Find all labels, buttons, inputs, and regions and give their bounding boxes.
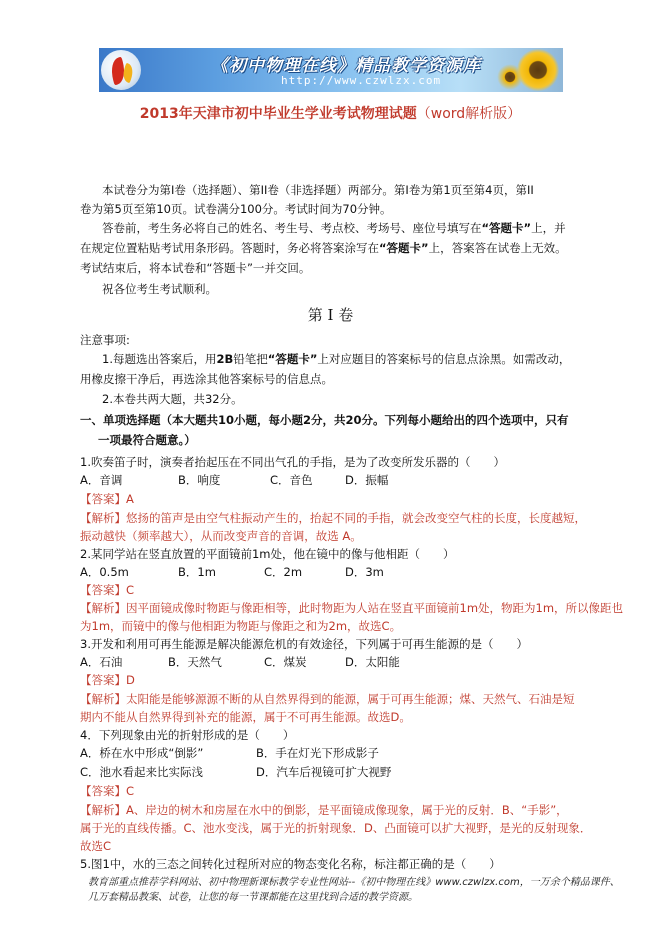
option: A．石油 xyxy=(80,655,123,669)
question-stem: 1.吹奏笛子时，演奏者抬起压在不同出气孔的手指，是为了改变所发乐器的（ ） xyxy=(80,455,505,469)
title-sub: （word解析版） xyxy=(416,106,522,122)
footer-line: 几万套精品教案、试卷，让您的每一节课都能在这里找到合适的教学资源。 xyxy=(88,892,418,903)
site-logo-icon xyxy=(101,50,141,90)
notes-item: 2.本卷共两大题，共32分。 xyxy=(102,392,243,406)
question-stem: 5.图1中，水的三态之间转化过程所对应的物态变化名称，标注都正确的是（ ） xyxy=(80,857,501,871)
option: B．1m xyxy=(178,565,216,579)
section-heading: 一、单项选择题（本大题共10小题，每小题2分，共20分。下列每小题给出的四个选项中，只有 xyxy=(80,413,569,427)
section-heading: 一项最符合题意。） xyxy=(98,433,196,447)
analysis: 【解析】因平面镜成像时物距与像距相等，此时物距为人站在竖直平面镜前1m处，物距为1m，所以像距也 xyxy=(80,601,624,615)
sunflower-icon xyxy=(517,49,559,91)
option: B．响度 xyxy=(178,473,221,487)
option: B．手在灯光下形成影子 xyxy=(256,746,379,760)
question-stem: 4．下列现象由光的折射形成的是（ ） xyxy=(80,728,295,742)
volume-title: 第 I 卷 xyxy=(307,306,354,324)
answer: 【答案】C xyxy=(80,583,135,597)
question-stem: 2.某同学站在竖直放置的平面镜前1m处，他在镜中的像与他相距（ ） xyxy=(80,547,455,561)
option: D．太阳能 xyxy=(345,655,400,669)
option: A．0.5m xyxy=(80,565,129,579)
option: D．3m xyxy=(345,565,384,579)
answer: 【答案】A xyxy=(80,492,134,506)
answer: 【答案】C xyxy=(80,784,135,798)
header-banner xyxy=(99,48,563,92)
analysis: 振动越快（频率越大），从而改变声音的音调，故选 A。 xyxy=(80,529,362,543)
analysis: 【解析】A、岸边的树木和房屋在水中的倒影，是平面镜成像现象，属于光的反射．B、“手影”， xyxy=(80,803,568,817)
intro-line: 答卷前，考生务必将自己的姓名、考生号、考点校、考场号、座位号填写在“答题卡”上，并 xyxy=(102,221,566,235)
analysis: 【解析】悠扬的笛声是由空气柱振动产生的，抬起不同的手指，就会改变空气柱的长度，长度越短， xyxy=(80,511,586,525)
banner-url[interactable]: http://www.czwlzx.com xyxy=(281,74,442,87)
analysis: 期内不能从自然界得到补充的能源，属于不可再生能源。故选D。 xyxy=(80,710,411,724)
option: A．音调 xyxy=(80,473,123,487)
footer-line: 教育部重点推荐学科网站、初中物理新课标教学专业性网站--《初中物理在线》www.czwlzx.com，一万余个精品课件、 xyxy=(88,877,620,888)
option: C．煤炭 xyxy=(264,655,307,669)
option: B．天然气 xyxy=(168,655,222,669)
notes-item: 1.每题选出答案后，用2B铅笔把“答题卡”上对应题目的答案标号的信息点涂黑。如需改动， xyxy=(102,352,571,366)
option: A．桥在水中形成“倒影” xyxy=(80,746,204,760)
analysis: 属于光的直线传播。C、池水变浅，属于光的折射现象．D、凸面镜可以扩大视野，是光的反射现象． xyxy=(80,821,592,835)
analysis: 为1m，而镜中的像与他相距为物距与像距之和为2m，故选C。 xyxy=(80,619,402,633)
notes-item: 用橡皮擦干净后，再选涂其他答案标号的信息点。 xyxy=(80,372,333,386)
option: C．池水看起来比实际浅 xyxy=(80,765,204,779)
option: D．汽车后视镜可扩大视野 xyxy=(256,765,392,779)
analysis: 故选C xyxy=(80,839,112,853)
document-title xyxy=(0,103,661,123)
option: D．振幅 xyxy=(345,473,389,487)
intro-line: 本试卷分为第I卷（选择题）、第II卷（非选择题）两部分。第I卷为第1页至第4页，第II xyxy=(102,183,534,197)
answer: 【答案】D xyxy=(80,673,135,687)
option: C．音色 xyxy=(270,473,313,487)
title-main: 2013年天津市初中毕业生学业考试物理试题 xyxy=(139,106,417,122)
intro-line: 考试结束后，将本试卷和“答题卡”一并交回。 xyxy=(80,261,311,275)
intro-line: 卷为第5页至第10页。试卷满分100分。考试时间为70分钟。 xyxy=(80,202,392,216)
question-stem: 3.开发和利用可再生能源是解决能源危机的有效途径，下列属于可再生能源的是（ ） xyxy=(80,637,528,651)
analysis: 【解析】太阳能是能够源源不断的从自然界得到的能源，属于可再生能源；煤、天然气、石油是短 xyxy=(80,692,575,706)
intro-line: 在规定位置粘贴考试用条形码。答题时，务必将答案涂写在“答题卡”上，答案答在试卷上无效。 xyxy=(80,241,567,255)
banner-title: 《初中物理在线》精品教学资源库 xyxy=(211,56,481,76)
option: C．2m xyxy=(264,565,303,579)
intro-line: 祝各位考生考试顺利。 xyxy=(102,282,217,296)
notes-heading: 注意事项: xyxy=(80,333,130,347)
